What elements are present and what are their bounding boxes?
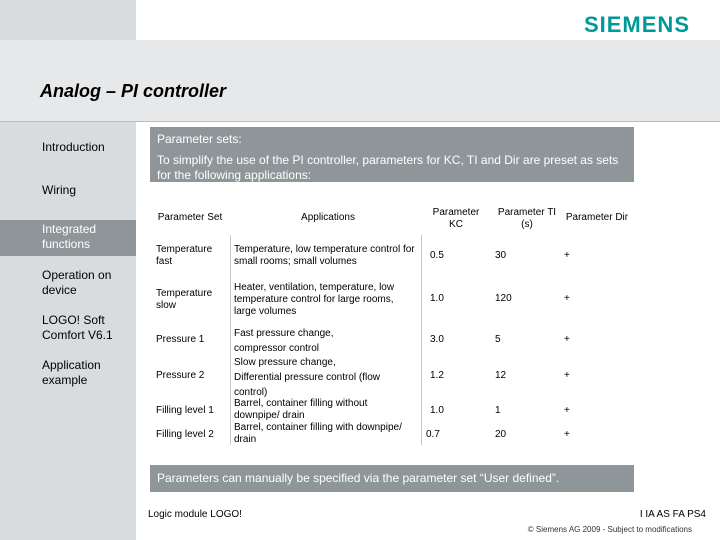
table-row-ti: 5	[495, 334, 501, 345]
table-row-kc: 0.7	[426, 429, 440, 440]
table-row-dir: +	[564, 370, 570, 381]
header-parameter-dir: Parameter Dir	[565, 212, 629, 223]
sidebar-item-wiring[interactable]: Wiring	[42, 183, 77, 197]
parameter-sets-text: To simplify the use of the PI controller, parameters for KC, TI and Dir are preset as sets for the following applications:	[157, 153, 619, 182]
parameter-table	[150, 195, 634, 450]
table-row-ti: 1	[495, 405, 501, 416]
footer-copyright: © Siemens AG 2009 - Subject to modifications	[527, 525, 692, 534]
header-parameter-kc: Parameter KC	[432, 207, 480, 230]
table-row-application: Fast pressure change, compressor control	[234, 328, 334, 354]
title-divider	[0, 121, 720, 122]
table-row-ti: 20	[495, 429, 507, 440]
footer-product: Logic module LOGO!	[148, 509, 242, 520]
table-row-dir: +	[564, 405, 570, 416]
sidebar-item-operation-on-device[interactable]: Operation on device	[42, 268, 112, 297]
table-row-kc: 0.5	[430, 250, 444, 261]
table-row-set: Temperature slow	[156, 288, 213, 311]
table-row-application: Temperature, low temperature control for small rooms; small volumes	[234, 244, 415, 267]
table-row-dir: +	[564, 429, 570, 440]
table-row-dir: +	[564, 250, 570, 261]
sidebar-item-introduction[interactable]: Introduction	[42, 140, 105, 154]
table-row-set: Filling level 2	[156, 429, 214, 440]
table-row-kc: 1.0	[430, 405, 444, 416]
table-row-ti: 12	[495, 370, 507, 381]
table-row-application: Barrel, container filling with downpipe/ drain	[234, 422, 402, 445]
table-row-kc: 3.0	[430, 334, 444, 345]
table-row-set: Temperature fast	[156, 244, 213, 267]
table-row-set: Filling level 1	[156, 405, 214, 416]
user-defined-note-text: Parameters can manually be specified via the parameter set “User defined”.	[157, 471, 560, 485]
table-row-application: Heater, ventilation, temperature, low temperature control for large rooms, large volumes	[234, 282, 395, 317]
table-row-ti: 120	[495, 293, 512, 304]
column-divider	[421, 235, 422, 445]
page-title: Analog – PI controller	[40, 81, 227, 101]
table-row-ti: 30	[495, 250, 507, 261]
sidebar-item-logo-soft-comfort[interactable]: LOGO! Soft Comfort V6.1	[42, 313, 113, 342]
table-row-application: Slow pressure change, Differential pressure control (flow control)	[234, 357, 380, 398]
header-applications: Applications	[301, 212, 355, 223]
header-parameter-ti: Parameter TI (s)	[497, 207, 557, 230]
user-defined-note-box	[150, 465, 634, 492]
header-parameter-set: Parameter Set	[157, 212, 223, 223]
sidebar-item-integrated-functions[interactable]: Integrated functions	[42, 222, 97, 251]
siemens-logo: SIEMENS	[583, 12, 690, 37]
table-row-dir: +	[564, 293, 570, 304]
table-row-dir: +	[564, 334, 570, 345]
table-row-set: Pressure 1	[156, 334, 205, 345]
table-row-kc: 1.0	[430, 293, 444, 304]
table-row-kc: 1.2	[430, 370, 444, 381]
table-row-set: Pressure 2	[156, 370, 205, 381]
parameter-sets-heading: Parameter sets:	[157, 132, 242, 146]
sidebar-item-application-example[interactable]: Application example	[42, 358, 101, 387]
footer-department-code: I IA AS FA PS4	[639, 509, 706, 520]
parameter-sets-box	[150, 127, 634, 182]
table-row-application: Barrel, container filling without downpipe/ drain	[234, 398, 368, 421]
column-divider	[230, 235, 231, 445]
